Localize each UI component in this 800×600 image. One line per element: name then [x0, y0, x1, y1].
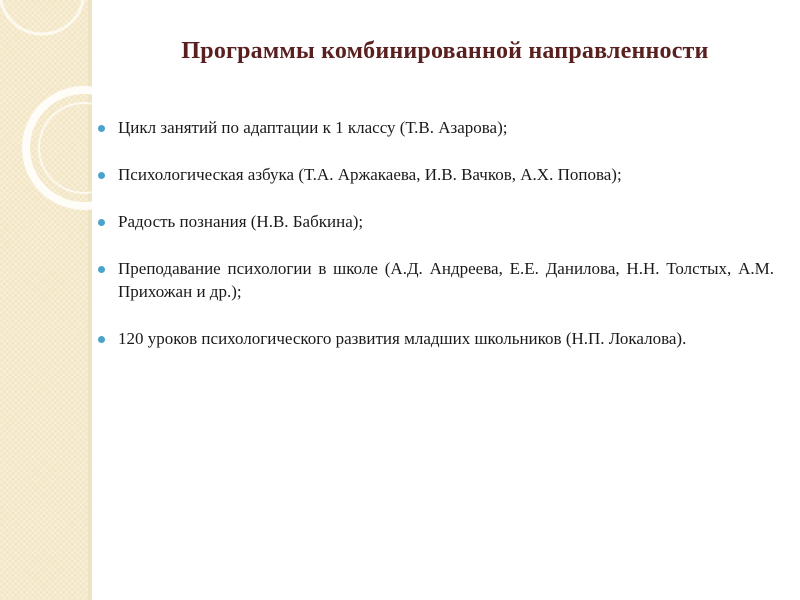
slide-title: Программы комбинированной направленности [181, 38, 709, 64]
list-item [98, 116, 774, 139]
circle-bullet-icon [98, 266, 105, 273]
circle-bullet-icon [98, 336, 105, 343]
list-item [98, 210, 774, 233]
list-item-text: Цикл занятий по адаптации к 1 классу (Т.В. Азарова); [118, 118, 508, 137]
list-item-text: Психологическая азбука (Т.А. Аржакаева, И.В. Вачков, А.Х. Попова); [118, 165, 622, 184]
bullet-list [98, 116, 774, 374]
circle-bullet-icon [98, 219, 105, 226]
list-item [98, 327, 774, 350]
list-item-text: Радость познания (Н.В. Бабкина); [118, 212, 364, 231]
circle-bullet-icon [98, 172, 105, 179]
circle-bullet-icon [98, 125, 105, 132]
list-item-text: 120 уроков психологического развития младших школьников (Н.П. Локалова). [118, 329, 687, 348]
list-item-text: Преподавание психологии в школе (А.Д. Андреева, Е.Е. Данилова, Н.Н. Толстых, А.М. Прихожан и др.); [118, 259, 774, 301]
list-item [98, 163, 774, 186]
list-item [98, 257, 774, 303]
